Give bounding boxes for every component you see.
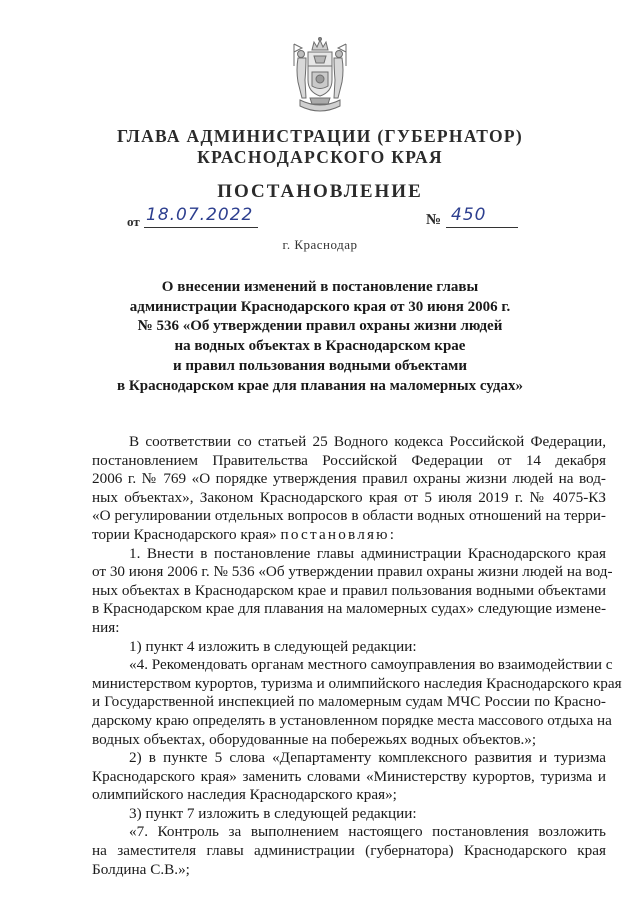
body-line: ных объектах», Законом Краснодарского края от 5 июля 2019 г. № 4075-КЗ (92, 488, 606, 506)
number-value: 450 (451, 205, 487, 225)
title-line: на водных объектах в Краснодарском крае (174, 338, 466, 355)
date-label: от (127, 214, 140, 229)
header-authority-line2: КРАСНОДАРСКОГО КРАЯ (197, 147, 443, 167)
header-authority-line1: ГЛАВА АДМИНИСТРАЦИИ (ГУБЕРНАТОР) (116, 126, 523, 146)
body-line: постановлением Правительства Российской Федерации от 14 декабря (92, 451, 606, 469)
number-label: № (426, 212, 442, 228)
body-line: «О регулировании отдельных вопросов в области водных отношений на терри- (92, 507, 606, 525)
body-line: ных объектах в Краснодарском крае и правил пользования водными объектами (92, 581, 606, 599)
document-title (110, 278, 530, 396)
body-line: В соответствии со статьей 25 Водного кодекса Российской Федерации, (129, 433, 606, 450)
document-body (92, 433, 622, 879)
title-line: в Краснодарском крае для плавания на маломерных судах» (117, 377, 523, 394)
body-line: в Краснодарском крае для плавания на маломерных судах» следующие измене- (92, 600, 606, 618)
body-line: «4. Рекомендовать органам местного самоуправления во взаимодействии с (129, 656, 613, 674)
title-line: и правил пользования водными объектами (172, 357, 468, 374)
title-line: администрации Краснодарского края от 30 июня 2006 г. (129, 298, 511, 315)
body-line: дарскому краю определять в установленном порядке места массового отдыха на (92, 711, 612, 729)
date-value: 18.07.2022 (146, 205, 254, 225)
body-line: олимпийского наследия Краснодарского края»; (92, 786, 397, 804)
body-line-text: тории Краснодарского края» (92, 525, 277, 543)
date-underline (144, 227, 258, 228)
city: г. Краснодар (282, 237, 358, 252)
body-line: «7. Контроль за выполнением настоящего постановления возложить (129, 823, 606, 841)
body-line: на заместителя главы администрации (губернатора) Краснодарского края (92, 842, 606, 860)
body-line: от 30 июня 2006 г. № 536 «Об утверждении правил охраны жизни людей на вод- (92, 563, 613, 581)
body-line: 1) пункт 4 изложить в следующей редакции: (129, 637, 417, 655)
body-line: Краснодарского края» заменить словами «Министерству курортов, туризма и (92, 767, 606, 785)
body-line: и Государственной инспекцией по маломерным судам МЧС России по Красно- (92, 693, 606, 711)
number-underline (446, 227, 518, 228)
body-line: 2006 г. № 769 «О порядке утверждения правил охраны жизни людей на вод- (92, 470, 606, 488)
body-line (92, 526, 606, 545)
body-line: министерством курортов, туризма и олимпийского наследия Краснодарского края (92, 674, 622, 692)
body-line: 1. Внести в постановление главы администрации Краснодарского края (129, 544, 606, 562)
title-line: О внесении изменений в постановление главы (161, 279, 479, 295)
title-line: № 536 «Об утверждении правил охраны жизни людей (137, 318, 503, 335)
body-line: 2) в пункте 5 слова «Департаменту комплексного развития и туризма (129, 749, 606, 767)
krasnodar-coat-of-arms-icon (288, 36, 352, 118)
body-line: ния: (92, 618, 120, 636)
body-line: водных объектах, оборудованные на побережьях водных объектов.»; (92, 730, 537, 748)
document-type: ПОСТАНОВЛЕНИЕ (217, 181, 423, 202)
resolve-word: постановляю: (280, 525, 397, 543)
body-line: Болдина С.В.»; (92, 860, 190, 878)
body-line: 3) пункт 7 изложить в следующей редакции: (129, 804, 417, 822)
